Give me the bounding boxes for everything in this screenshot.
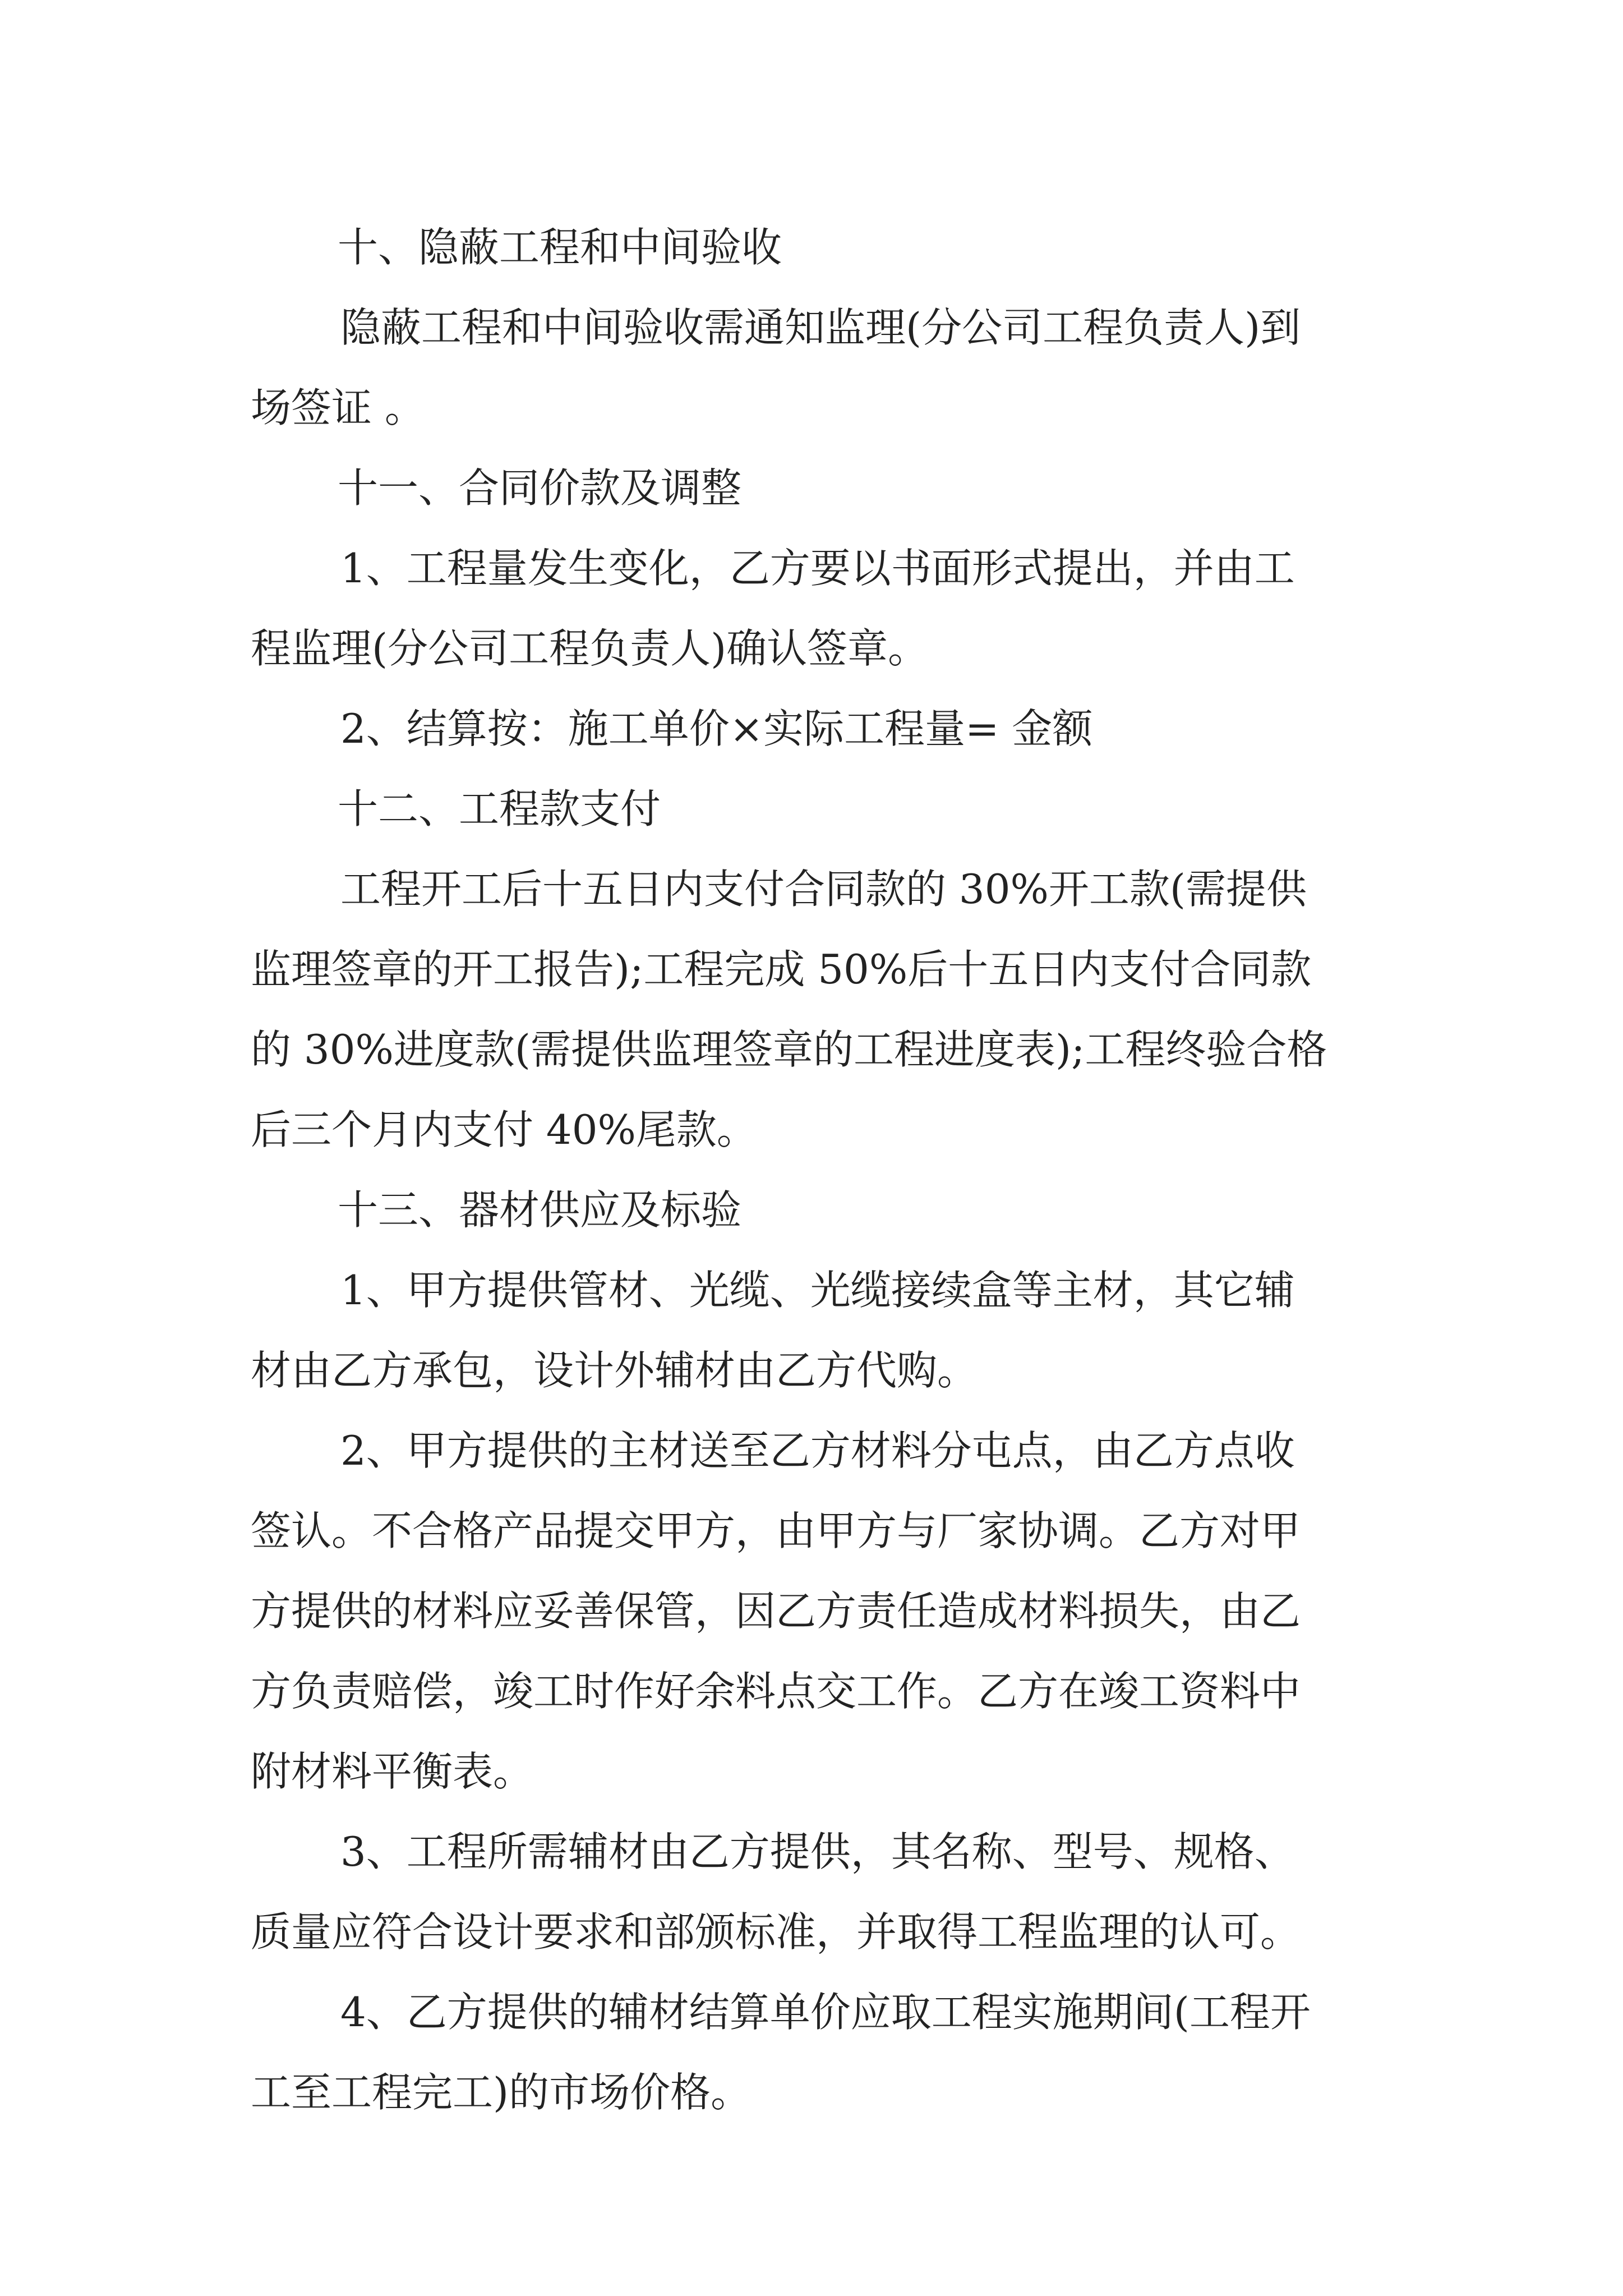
paragraph-line: 2、甲方提供的主材送至乙方材料分屯点，由乙方点收 (340, 1427, 1295, 1474)
paragraph-line: 程监理(分公司工程负责人)确认签章。 (251, 625, 929, 672)
paragraph-line: 2、结算按：施工单价×实际工程量= 金额 (340, 705, 1093, 752)
paragraph-line: 方提供的材料应妥善保管，因乙方责任造成材料损失，由乙 (251, 1588, 1301, 1635)
section-heading-11: 十一、合同价款及调整 (338, 464, 742, 512)
paragraph-line: 隐蔽工程和中间验收需通知监理(分公司工程负责人)到 (340, 304, 1301, 351)
paragraph-line: 工至工程完工)的市场价格。 (251, 2069, 751, 2116)
paragraph-line: 后三个月内支付 40%尾款。 (251, 1106, 757, 1153)
paragraph-line: 1、甲方提供管材、光缆、光缆接续盒等主材，其它辅 (340, 1267, 1295, 1314)
paragraph-line: 附材料平衡表。 (251, 1748, 534, 1795)
paragraph-line: 签认。不合格产品提交甲方，由甲方与厂家协调。乙方对甲 (251, 1507, 1301, 1554)
paragraph-line: 3、工程所需辅材由乙方提供，其名称、型号、规格、 (340, 1828, 1295, 1875)
paragraph-line: 场签证 。 (251, 384, 425, 431)
paragraph-line: 1、工程量发生变化，乙方要以书面形式提出，并由工 (340, 545, 1295, 592)
paragraph-line: 监理签章的开工报告);工程完成 50%后十五日内支付合同款 (251, 946, 1312, 993)
paragraph-line: 材由乙方承包，设计外辅材由乙方代购。 (251, 1347, 978, 1394)
paragraph-line: 工程开工后十五日内支付合同款的 30%开工款(需提供 (340, 866, 1307, 913)
paragraph-line: 方负责赔偿，竣工时作好余料点交工作。乙方在竣工资料中 (251, 1668, 1301, 1715)
section-heading-10: 十、隐蔽工程和中间验收 (338, 224, 782, 271)
paragraph-line: 质量应符合设计要求和部颁标准，并取得工程监理的认可。 (251, 1908, 1301, 1955)
section-heading-13: 十三、器材供应及标验 (338, 1186, 742, 1234)
section-heading-12: 十二、工程款支付 (338, 785, 661, 832)
document-body (251, 208, 1389, 2133)
paragraph-line: 4、乙方提供的辅材结算单价应取工程实施期间(工程开 (340, 1989, 1311, 2036)
paragraph-line: 的 30%进度款(需提供监理签章的工程进度表);工程终验合格 (251, 1026, 1327, 1073)
